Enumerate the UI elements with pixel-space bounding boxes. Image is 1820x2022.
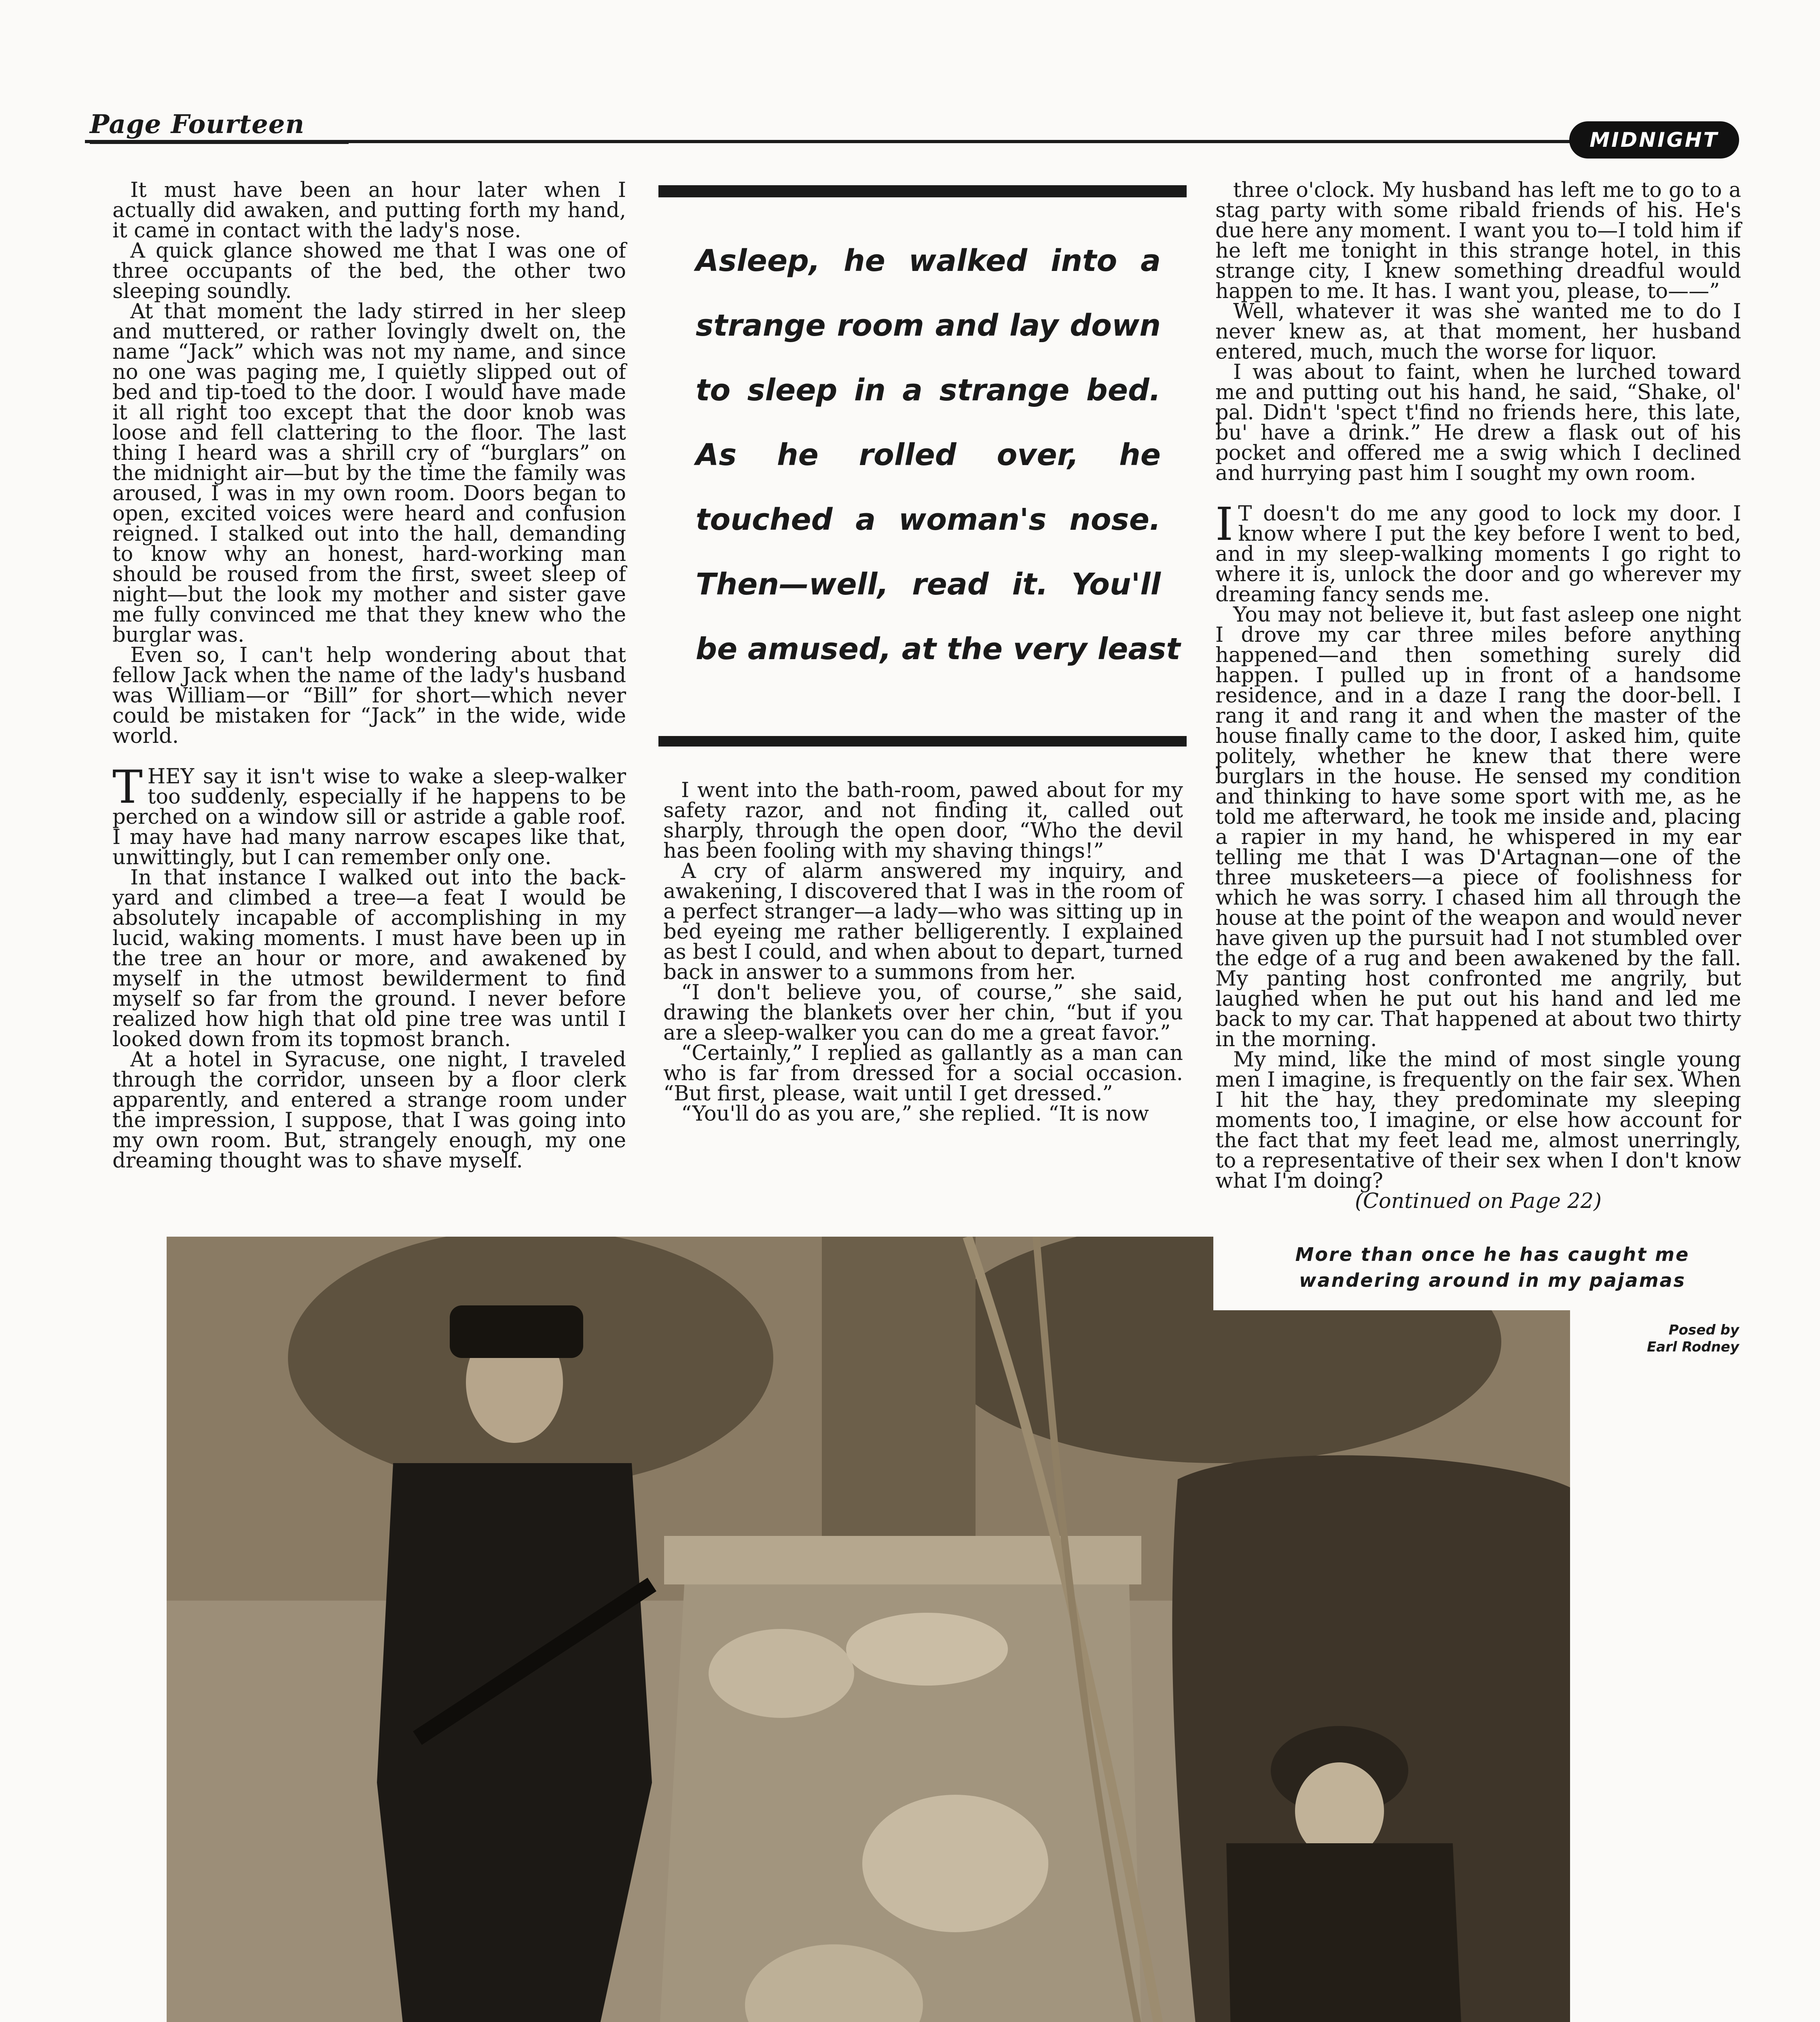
pull-quote-line: Asleep, he walked into a — [696, 243, 1161, 278]
paragraph: At that moment the lady stirred in her sleep and muttered, or rather lovingly dwelt on, the name “Jack” which was not my name, and since no one was paging me, I quietly slipped out of bed and tip-toed to the door. I would have made it all right too except that the door knob was loose and fell clattering to the floor. The last thing I heard was a shrill cry of “burglars” on the midnight air—but by the time the family was aroused, I was in my own room. Doors began to open, excited voices were heard and confusion reigned. I stalked out into the hall, demanding to know why an honest, hard-working man should be roused from the first, sweet sleep of night—but the look my mother and sister gave me fully convinced me that they knew who the burglar was. — [112, 300, 626, 647]
stone — [846, 1613, 1008, 1686]
pull-quote-line: to sleep in a strange bed. — [696, 373, 1161, 408]
paragraph: “Certainly,” I replied as gallantly as a man can who is far from dressed for a social occasion. “But first, please, wait until I get dressed.” — [663, 1041, 1183, 1106]
paragraph: Well, whatever it was she wanted me to do I never knew as, at that moment, her husband entered, much, much the worse for liquor. — [1215, 300, 1741, 364]
pull-quote-top-rule — [658, 185, 1187, 197]
paragraph: Even so, I can't help wondering about that fellow Jack when the name of the lady's husband was William—or “Bill” for short—which never could be mistaken for “Jack” in the wide, wide world. — [112, 643, 626, 748]
paragraph: A quick glance showed me that I was one of three occupants of the bed, the other two sleeping soundly. — [112, 239, 626, 303]
article-column-1 — [112, 180, 626, 1171]
dropcap-text: T doesn't do me any good to lock my door. I know where I put the key before I went to bed, and in my sleep-walking moments I go right to where it is, unlock the door and go wherever my dreaming fancy sends me. — [1215, 502, 1741, 607]
photo-caption — [1246, 1242, 1739, 1293]
posed-by-name: Earl Rodney — [1646, 1339, 1739, 1355]
posed-by-label: Posed by — [1668, 1322, 1739, 1338]
pull-quote-line: touched a woman's nose. — [696, 502, 1161, 537]
pull-quote-line: be amused, at the very least — [696, 632, 1181, 666]
pull-quote-line: Then—well, read it. You'll — [696, 567, 1161, 602]
woman-figure — [1226, 1843, 1469, 2022]
paragraph: In that instance I walked out into the back-yard and climbed a tree—a feat I would be absolutely incapable of accomplishing in my lucid, waking moments. I must have been up in the tree an hour or more, and awakened by myself in the utmost bewilderment to find myself so far from the ground. I never before realized how high that old pine tree was until I looked down from its topmost branch. — [112, 866, 626, 1051]
page-number-label: Page Fourteen — [90, 109, 305, 140]
photo-scene — [167, 1237, 1570, 2022]
pull-quote — [696, 228, 1181, 681]
paragraph: three o'clock. My husband has left me to go to a stag party with some ribald friends of his. He's due here any moment. I want you to—I told him if he left me tonight in this strange hotel, in this strange city, I knew something dreadful would happen to me. It has. I want you, please, to——” — [1215, 178, 1741, 303]
paragraph: At a hotel in Syracuse, one night, I traveled through the corridor, unseen by a floor clerk apparently, and entered a strange room under the impression, I suppose, that I was going into my own room. But, strangely enough, my one dreaming thought was to shave myself. — [112, 1048, 626, 1173]
stone — [709, 1629, 854, 1718]
photograph — [167, 1237, 1570, 2022]
caption-line: wandering around in my pajamas — [1299, 1269, 1686, 1291]
masthead-text: MIDNIGHT — [1589, 128, 1719, 152]
paragraph: I went into the bath-room, pawed about for my safety razor, and not finding it, called out sharply, through the open door, “Who the devil has been fooling with my shaving things!” — [663, 778, 1183, 863]
article-column-2 — [663, 780, 1183, 1124]
stone — [862, 1795, 1048, 1932]
drop-cap: I — [1215, 498, 1234, 551]
paragraph-dropcap — [112, 761, 626, 869]
paragraph: I was about to faint, when he lurched toward me and putting out his hand, he said, “Shake, ol' pal. Didn't 'spect t'find no friends here, this late, bu' have a drink.” He drew a flask out of his pocket and offered me a swig which I declined and hurrying past him I sought my own room. — [1215, 360, 1741, 485]
caption-line: More than once he has caught me — [1295, 1244, 1690, 1265]
paragraph: “You'll do as you are,” she replied. “It is now — [681, 1102, 1149, 1126]
continued-note: (Continued on Page 22) — [1354, 1189, 1602, 1213]
paragraph-continuation: too suddenly, especially if he happens to be perched on a window sill or astride a gable roof. I may have had many narrow escapes like that, unwittingly, but I can remember only one. — [112, 785, 626, 869]
paragraph: “I don't believe you, of course,” she said, drawing the blankets over her chin, “but if you are a sleep-walker you can do me a great favor.” — [663, 981, 1183, 1045]
masthead-logo — [1569, 121, 1739, 159]
paragraph: You may not believe it, but fast asleep one night I drove my car three miles before anything happened—and then something surely did happen. I pulled up in front of a handsome residence, and in a daze I rang the door-bell. I rang it and rang it and when the master of the house finally came to the door, I asked him, quite politely, whether he knew that there were burglars in the house. He sensed my condition and thinking to have some sport with me, as he told me afterward, he took me inside and, placing a rapier in my hand, he whispered in my ear telling me that I was D'Artagnan—one of the three musketeers—a piece of foolishness for which he was sorry. I chased him all through the house at the point of the weapon and would never have given up the pursuit had I not stumbled over the edge of a rug and been awakened by the fall. My panting host confronted me angrily, but laughed when he put out his hand and led me back to my car. That happened at about two thirty in the morning. — [1215, 603, 1741, 1051]
paragraph: My mind, like the mind of most single young men I imagine, is frequently on the fair sex. When I hit the hay, they predominate my sleeping moments too, I imagine, or else how account for the fact that my feet lead me, almost unerringly, to a representative of their sex when I don't know what I'm doing? — [1215, 1048, 1741, 1193]
pull-quote-line: strange room and lay down — [696, 308, 1161, 343]
posed-by-credit — [1577, 1322, 1739, 1356]
policeman-figure — [377, 1463, 652, 2022]
drop-cap: T — [112, 761, 143, 814]
pull-quote-line: As he rolled over, he — [696, 438, 1161, 472]
paragraph: A cry of alarm answered my inquiry, and awakening, I discovered that I was in the room of a perfect stranger—a lady—who was sitting up in bed eyeing me rather belligerently. I explained as best I could, and when about to depart, turned back in answer to a summons from her. — [663, 859, 1183, 984]
dropcap-text: HEY say it isn't wise to wake a sleep-walker — [147, 765, 626, 789]
paragraph-dropcap — [1215, 498, 1741, 607]
header-rule — [85, 140, 1735, 143]
pull-quote-bottom-rule — [658, 736, 1187, 747]
police-cap — [450, 1305, 583, 1358]
paragraph: It must have been an hour later when I actually did awaken, and putting forth my hand, it came in contact with the lady's nose. — [112, 178, 626, 243]
article-column-3 — [1215, 180, 1741, 1212]
